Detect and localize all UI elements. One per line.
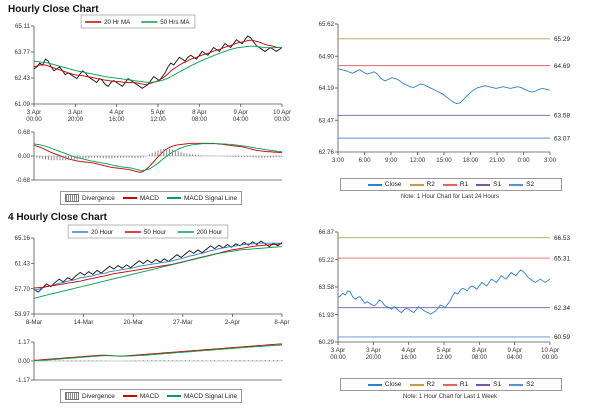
legend-item-r1 <box>443 181 468 188</box>
svg-text:53.97: 53.97 <box>14 311 30 319</box>
svg-text:5 Apr: 5 Apr <box>150 109 166 116</box>
svg-text:4 Apr: 4 Apr <box>109 109 124 116</box>
r1-swatch-icon <box>443 184 457 186</box>
svg-text:3:00: 3:00 <box>543 157 557 164</box>
svg-text:64.19: 64.19 <box>318 85 334 93</box>
legend-item-macd <box>123 195 159 202</box>
svg-text:64.90: 64.90 <box>318 53 334 61</box>
svg-text:8 Apr: 8 Apr <box>472 347 487 354</box>
svg-text:04:00: 04:00 <box>232 116 249 123</box>
svg-text:50 Hrs MA: 50 Hrs MA <box>160 19 190 27</box>
legend-item-close <box>368 181 402 188</box>
macd-swatch-icon <box>123 197 137 199</box>
four-hourly-note: Note: 1 Hour Chart for Last 1 Week <box>403 394 497 400</box>
svg-text:20 Hr MA: 20 Hr MA <box>104 19 131 27</box>
svg-text:3 Apr: 3 Apr <box>68 109 83 116</box>
svg-text:2-Apr: 2-Apr <box>224 319 240 326</box>
svg-text:0:00: 0:00 <box>517 157 530 164</box>
hourly-price-chart <box>0 16 300 126</box>
svg-text:65.11: 65.11 <box>14 23 30 31</box>
legend-label-close: Close <box>384 181 402 188</box>
svg-text:65.22: 65.22 <box>318 256 334 264</box>
svg-text:20:00: 20:00 <box>67 116 84 123</box>
svg-text:12:00: 12:00 <box>150 116 166 123</box>
s2-swatch-icon <box>509 184 523 186</box>
svg-text:57.70: 57.70 <box>14 285 30 293</box>
svg-text:63.58: 63.58 <box>318 284 334 292</box>
svg-text:3 Apr: 3 Apr <box>366 347 381 354</box>
svg-text:50 Hour: 50 Hour <box>143 229 166 237</box>
r1-swatch-icon <box>443 384 457 386</box>
svg-text:12:00: 12:00 <box>409 157 426 164</box>
four-hourly-section-title: 4 Hourly Close Chart <box>8 212 107 223</box>
s1-swatch-icon <box>476 184 490 186</box>
svg-text:66.53: 66.53 <box>554 234 570 242</box>
svg-text:16:00: 16:00 <box>108 116 125 123</box>
svg-text:65.62: 65.62 <box>318 21 334 29</box>
legend-label-s1-4h: S1 <box>493 381 502 388</box>
svg-text:14-Mar: 14-Mar <box>73 319 94 326</box>
svg-text:0.68: 0.68 <box>17 129 30 137</box>
svg-text:61.43: 61.43 <box>14 260 30 268</box>
svg-text:00:00: 00:00 <box>26 116 42 123</box>
legend-item-close-4h <box>368 381 402 388</box>
svg-text:66.87: 66.87 <box>318 229 334 237</box>
legend-item-macd-signal <box>167 195 237 202</box>
svg-text:200 Hour: 200 Hour <box>196 229 223 237</box>
r2-swatch-icon <box>410 384 424 386</box>
svg-text:-1.17: -1.17 <box>15 377 30 385</box>
legend-item-s2 <box>509 181 534 188</box>
macd-signal-swatch-icon <box>167 395 181 397</box>
legend-label-divergence: Divergence <box>81 194 115 202</box>
svg-text:63.07: 63.07 <box>554 135 570 143</box>
svg-text:63.58: 63.58 <box>554 112 570 120</box>
svg-text:20-Mar: 20-Mar <box>123 319 144 326</box>
legend-label-r1-4h: R1 <box>459 381 469 388</box>
svg-text:10 Apr: 10 Apr <box>273 109 291 116</box>
legend-item-macd-signal-4h <box>167 393 237 400</box>
svg-text:60.29: 60.29 <box>318 339 334 347</box>
s1-swatch-icon <box>476 384 490 386</box>
svg-text:8 Apr: 8 Apr <box>192 109 207 116</box>
svg-text:60.59: 60.59 <box>554 334 570 342</box>
svg-text:08:00: 08:00 <box>471 354 488 361</box>
svg-text:61.93: 61.93 <box>318 311 334 319</box>
svg-text:64.69: 64.69 <box>554 62 570 70</box>
svg-text:08:00: 08:00 <box>191 116 208 123</box>
hourly-24h-svg <box>300 16 600 186</box>
svg-text:63.77: 63.77 <box>14 49 30 57</box>
legend-label-divergence-4h: Divergence <box>81 392 115 400</box>
hourly-price-svg <box>0 16 300 126</box>
svg-text:65.16: 65.16 <box>14 235 30 243</box>
s2-swatch-icon <box>509 384 523 386</box>
svg-text:20 Hour: 20 Hour <box>91 229 114 237</box>
svg-text:8-Apr: 8-Apr <box>274 319 290 326</box>
svg-text:0.00: 0.00 <box>17 358 30 366</box>
svg-text:9:00: 9:00 <box>384 157 398 164</box>
four-hourly-week-chart <box>300 224 600 376</box>
svg-text:62.76: 62.76 <box>318 149 334 157</box>
svg-text:9 Apr: 9 Apr <box>233 109 248 116</box>
legend-label-r1: R1 <box>459 181 469 188</box>
legend-item-divergence <box>65 194 115 202</box>
legend-label-macd: MACD <box>139 194 159 202</box>
divergence-swatch-icon <box>65 392 79 400</box>
legend-label-macd-signal-4h: MACD Signal Line <box>183 392 238 400</box>
legend-item-r1-4h <box>443 381 468 388</box>
svg-text:0.00: 0.00 <box>17 153 30 161</box>
hourly-macd-svg <box>0 126 300 191</box>
hourly-section-title: Hourly Close Chart <box>8 4 99 15</box>
svg-text:8-Mar: 8-Mar <box>25 319 43 326</box>
r2-swatch-icon <box>410 184 424 186</box>
legend-label-close-4h: Close <box>384 381 402 388</box>
legend-item-s1-4h <box>476 381 501 388</box>
legend-label-s2: S2 <box>526 181 535 188</box>
svg-text:20:00: 20:00 <box>365 354 382 361</box>
svg-text:3 Apr: 3 Apr <box>330 347 346 354</box>
svg-text:65.29: 65.29 <box>554 35 570 43</box>
legend-item-s2-4h <box>509 381 534 388</box>
svg-text:5 Apr: 5 Apr <box>436 347 452 354</box>
four-hourly-price-chart <box>0 224 300 336</box>
hourly-macd-legend <box>60 191 242 205</box>
svg-text:04:00: 04:00 <box>506 354 523 361</box>
four-hourly-week-svg <box>300 224 600 376</box>
svg-text:62.34: 62.34 <box>554 304 570 312</box>
legend-label-s1: S1 <box>493 181 502 188</box>
four-hourly-macd-svg <box>0 336 300 388</box>
svg-text:6:00: 6:00 <box>358 157 371 164</box>
svg-text:15:00: 15:00 <box>436 157 452 164</box>
svg-text:00:00: 00:00 <box>542 354 558 361</box>
four-hourly-price-svg <box>0 224 300 336</box>
close-swatch-icon <box>368 184 382 186</box>
svg-text:9 Apr: 9 Apr <box>507 347 522 354</box>
four-hourly-week-legend <box>340 378 562 391</box>
svg-text:65.31: 65.31 <box>554 255 570 263</box>
legend-label-macd-4h: MACD <box>139 392 159 400</box>
hourly-macd-chart <box>0 126 300 191</box>
macd-swatch-icon <box>123 395 137 397</box>
svg-text:12:00: 12:00 <box>436 354 452 361</box>
hourly-24h-chart <box>300 16 600 186</box>
legend-item-divergence-4h <box>65 392 115 400</box>
legend-item-r2 <box>410 181 435 188</box>
legend-label-macd-signal: MACD Signal Line <box>183 194 238 202</box>
legend-item-s1 <box>476 181 501 188</box>
legend-item-macd-4h <box>123 393 159 400</box>
four-hourly-macd-chart <box>0 336 300 388</box>
svg-text:00:00: 00:00 <box>274 116 290 123</box>
svg-text:10 Apr: 10 Apr <box>541 347 559 354</box>
legend-label-r2: R2 <box>426 181 435 188</box>
macd-signal-swatch-icon <box>167 197 181 199</box>
legend-item-r2-4h <box>410 381 435 388</box>
svg-text:18:00: 18:00 <box>462 157 479 164</box>
svg-text:21:00: 21:00 <box>489 157 505 164</box>
svg-text:-0.68: -0.68 <box>15 177 30 185</box>
hourly-note: Note: 1 Hour Chart for Last 24 Hours <box>400 194 500 200</box>
four-hourly-macd-legend <box>60 389 242 403</box>
divergence-swatch-icon <box>65 194 79 202</box>
svg-text:16:00: 16:00 <box>400 354 417 361</box>
hourly-24h-legend <box>340 178 562 191</box>
svg-text:1.17: 1.17 <box>17 339 30 347</box>
svg-text:4 Apr: 4 Apr <box>401 347 416 354</box>
close-swatch-icon <box>368 384 382 386</box>
svg-text:27-Mar: 27-Mar <box>172 319 193 326</box>
legend-label-r2-4h: R2 <box>426 381 435 388</box>
legend-label-s2-4h: S2 <box>526 381 535 388</box>
svg-text:3 Apr: 3 Apr <box>26 109 42 116</box>
svg-text:3:00: 3:00 <box>331 157 345 164</box>
svg-text:61.09: 61.09 <box>14 101 30 109</box>
svg-text:00:00: 00:00 <box>330 354 346 361</box>
svg-text:63.47: 63.47 <box>318 117 334 125</box>
svg-text:62.43: 62.43 <box>14 75 30 83</box>
